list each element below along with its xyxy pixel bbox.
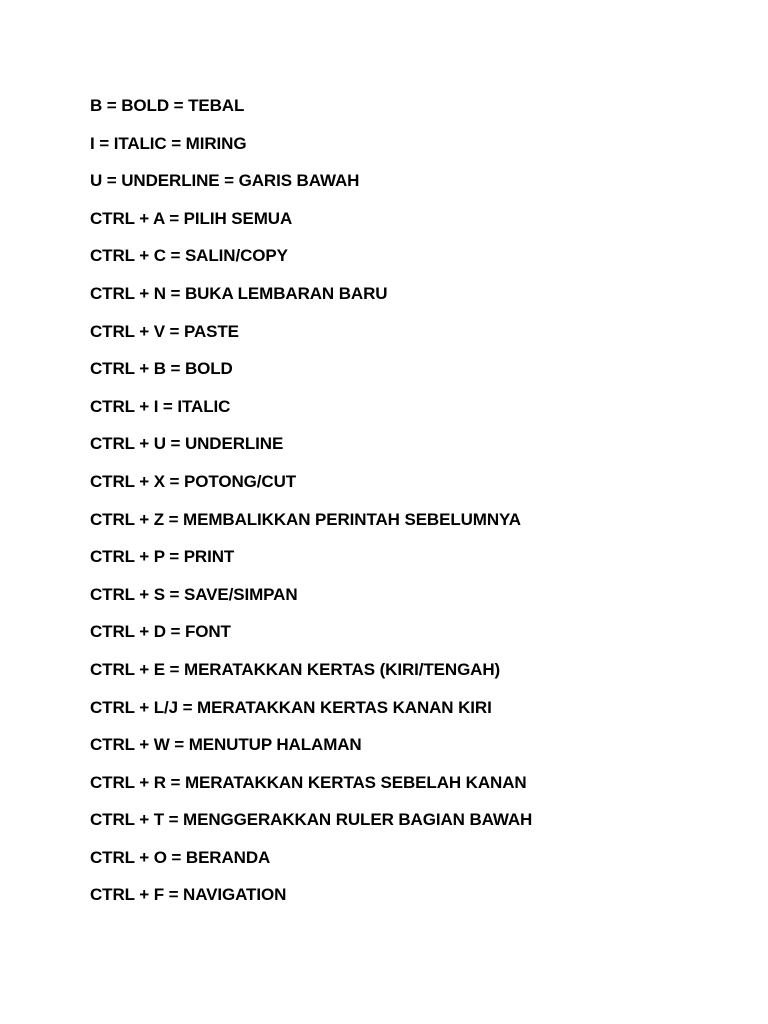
shortcut-line-ctrl-t: CTRL + T = MENGGERAKKAN RULER BAGIAN BAWAH xyxy=(90,810,533,830)
shortcut-line-ctrl-l-j: CTRL + L/J = MERATAKKAN KERTAS KANAN KIRI xyxy=(90,697,492,717)
shortcut-line-ctrl-b: CTRL + B = BOLD xyxy=(90,359,233,379)
shortcut-line-ctrl-x: CTRL + X = POTONG/CUT xyxy=(90,471,297,491)
shortcut-line-ctrl-p: CTRL + P = PRINT xyxy=(90,547,235,567)
shortcut-line-bold-b: B = BOLD = TEBAL xyxy=(90,96,245,115)
shortcut-line-ctrl-o: CTRL + O = BERANDA xyxy=(90,847,271,867)
shortcut-list xyxy=(90,93,532,920)
shortcut-line-ctrl-u: CTRL + U = UNDERLINE xyxy=(90,434,284,454)
shortcut-line-underline-u: U = UNDERLINE = GARIS BAWAH xyxy=(90,171,360,191)
shortcut-line-ctrl-a: CTRL + A = PILIH SEMUA xyxy=(90,208,293,228)
shortcut-line-ctrl-n: CTRL + N = BUKA LEMBARAN BARU xyxy=(90,283,388,303)
shortcut-line-ctrl-d: CTRL + D = FONT xyxy=(90,622,231,642)
shortcut-line-ctrl-w: CTRL + W = MENUTUP HALAMAN xyxy=(90,735,362,755)
shortcut-line-ctrl-f: CTRL + F = NAVIGATION xyxy=(90,885,287,905)
shortcut-line-ctrl-e: CTRL + E = MERATAKKAN KERTAS (KIRI/TENGAH) xyxy=(90,659,501,679)
shortcut-line-ctrl-v: CTRL + V = PASTE xyxy=(90,321,239,341)
shortcut-line-ctrl-z: CTRL + Z = MEMBALIKKAN PERINTAH SEBELUMNYA xyxy=(90,509,521,529)
shortcut-line-italic-i: I = ITALIC = MIRING xyxy=(90,133,247,153)
shortcut-line-ctrl-s: CTRL + S = SAVE/SIMPAN xyxy=(90,584,298,604)
shortcut-line-ctrl-c: CTRL + C = SALIN/COPY xyxy=(90,246,288,266)
shortcut-line-ctrl-i: CTRL + I = ITALIC xyxy=(90,396,231,416)
shortcut-line-ctrl-r: CTRL + R = MERATAKKAN KERTAS SEBELAH KANAN xyxy=(90,772,527,792)
